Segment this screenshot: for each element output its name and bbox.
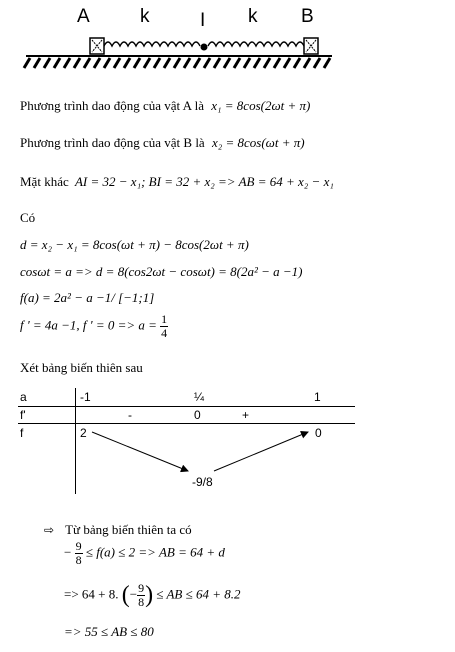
math-line-derivative-left: f ' = 4a −1, f ' = 0 => a = xyxy=(20,317,157,333)
variation-table xyxy=(18,388,355,498)
c1-denominator: 8 xyxy=(75,553,82,567)
line-relation xyxy=(20,174,334,190)
row-fprime-label: f' xyxy=(20,408,26,422)
spring-system-drawing xyxy=(20,4,340,72)
fprime-sign-neg: - xyxy=(128,408,132,422)
f-value-min: -9/8 xyxy=(192,475,213,489)
fraction-nine-eighths-2 xyxy=(137,582,145,609)
c2-numerator: 9 xyxy=(138,581,145,595)
math-line-d: d = x₂ − x₁ = 8cos(ωt + π) − 8cos(2ωt + π) xyxy=(20,237,249,252)
c2-rest: ≤ AB ≤ 64 + 8.2 xyxy=(156,586,241,602)
label-a: A xyxy=(77,6,90,27)
f-value-left: 2 xyxy=(80,426,87,440)
math-line-fa: f(a) = 2a² − a −1/ [−1;1] xyxy=(20,290,155,305)
table-intro: Xét bảng biến thiên sau xyxy=(20,360,143,375)
c1-numerator: 9 xyxy=(75,539,82,553)
conclusion-line-3: => 55 ≤ AB ≤ 80 xyxy=(64,624,154,639)
label-b: B xyxy=(301,6,314,27)
conclusion-line-2 xyxy=(64,582,241,609)
line-equation-b-math: x₂ = 8cos(ωt + π) xyxy=(211,135,305,150)
conclusion-arrow-icon: ⇨ xyxy=(44,523,55,537)
f-value-right: 0 xyxy=(315,426,322,440)
spring-figure xyxy=(20,4,340,72)
line-equation-a-math: x₁ = 8cos(2ωt + π) xyxy=(211,98,311,113)
fraction-one-quarter xyxy=(160,313,168,340)
conclusion-line-1 xyxy=(64,540,225,567)
line-equation-a-text: Phương trình dao động của vật A là xyxy=(20,98,204,113)
line-equation-a xyxy=(20,98,310,114)
fprime-zero: 0 xyxy=(194,408,201,422)
c2-denominator: 8 xyxy=(138,595,145,609)
a-value-mid: ¼ xyxy=(194,390,205,404)
label-k-right: k xyxy=(248,6,258,27)
row-a-label: a xyxy=(20,390,27,404)
line-equation-b xyxy=(20,135,305,151)
fraction-numerator: 1 xyxy=(161,312,168,326)
a-value-left: -1 xyxy=(80,390,91,404)
conclusion-intro xyxy=(44,522,192,538)
fraction-denominator: 4 xyxy=(161,326,168,340)
line-relation-text: Mặt khác xyxy=(20,174,69,189)
line-equation-b-text: Phương trình dao động của vật B là xyxy=(20,135,205,150)
c2-paren-open: ( xyxy=(121,582,130,608)
row-f-label: f xyxy=(20,426,24,440)
a-value-right: 1 xyxy=(314,390,321,404)
c2-left: => 64 + 8. xyxy=(64,586,119,602)
c2-minus: − xyxy=(129,586,138,602)
c1-rest: ≤ f(a) ≤ 2 => AB = 64 + d xyxy=(85,544,225,560)
fprime-sign-pos: + xyxy=(242,408,250,422)
fraction-nine-eighths xyxy=(75,540,83,567)
variation-arrows xyxy=(18,388,355,498)
math-line-subst: cosωt = a => d = 8(cos2ωt − cosωt) = 8(2a² − a −1) xyxy=(20,264,303,279)
c1-minus: − xyxy=(64,544,72,560)
label-k-left: k xyxy=(140,6,150,27)
conclusion-intro-text: Từ bảng biến thiên ta có xyxy=(65,522,192,537)
label-i: I xyxy=(200,10,206,31)
line-relation-math: AI = 32 − x₁; BI = 32 + x₂ => AB = 64 + x₂ − x₁ xyxy=(74,174,334,189)
c2-paren-close: ) xyxy=(145,582,154,608)
co-label: Có xyxy=(20,210,36,225)
math-line-derivative xyxy=(20,313,168,340)
